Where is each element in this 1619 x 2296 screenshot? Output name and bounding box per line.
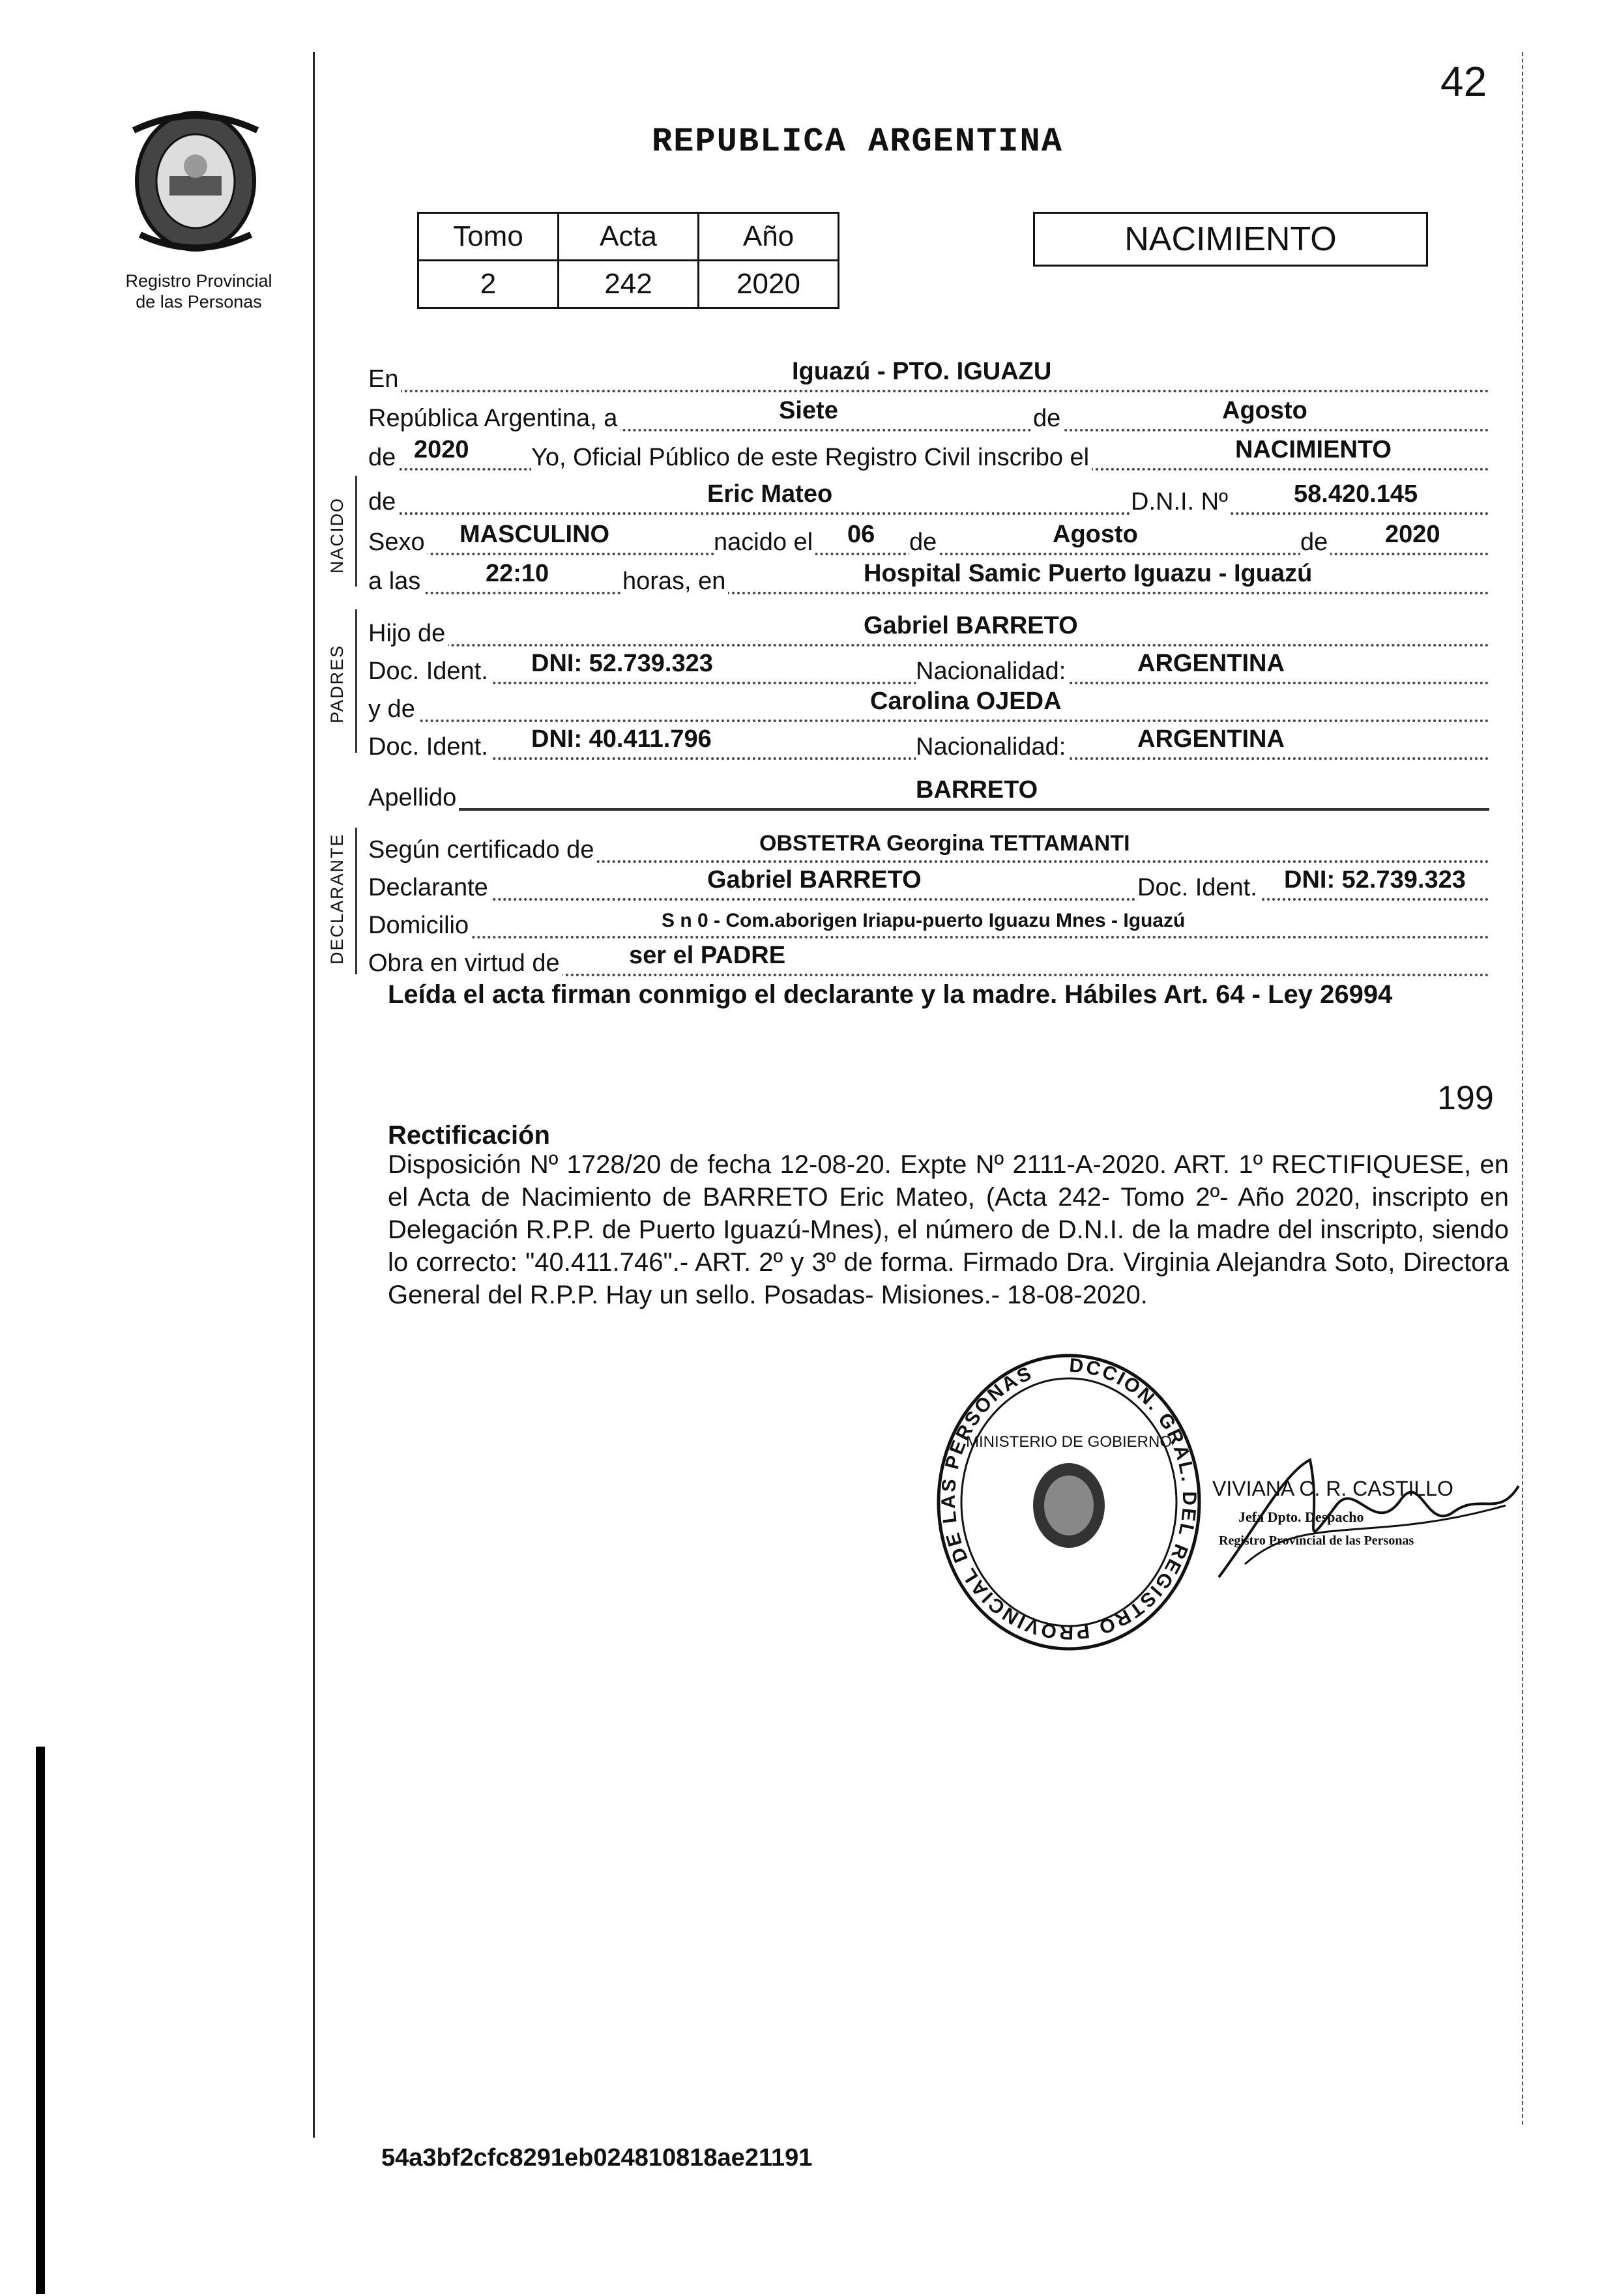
declarante-doc: DNI: 52.739.323 bbox=[1284, 866, 1466, 894]
declarante-label: Declarante bbox=[368, 874, 491, 902]
dni-value: 58.420.145 bbox=[1294, 480, 1418, 508]
sexo-value: MASCULINO bbox=[459, 521, 610, 548]
yo-text: Yo, Oficial Público de este Registro Civil inscribo el bbox=[531, 444, 1092, 472]
closing-note: Leída el acta firman conmigo el declarante y la madre. Hábiles Art. 64 - Ley 26994 bbox=[388, 980, 1393, 1009]
republica-label: República Argentina, a bbox=[368, 405, 620, 433]
horas-label: horas, en bbox=[622, 568, 728, 596]
header-acta: Acta bbox=[559, 213, 699, 261]
registry-caption-line1: Registro Provincial bbox=[125, 271, 272, 291]
padres-brace bbox=[355, 609, 357, 753]
month-value: Agosto bbox=[1222, 397, 1307, 424]
rectificacion-body: Disposición Nº 1728/20 de fecha 12-08-20. Expte Nº 2111-A-2020. ART. 1º RECTIFIQUESE, en el Acta de Nacimiento de BARRETO Eric Mateo, (Acta 242- Tomo 2º- Año 2020, inscripto en Delegación R.P.P. de Puerto Iguazú-Mnes), el número de D.N.I. de la madre del inscripto, siendo lo correcto: "40.411.746".- ART. 2º y 3º de forma. Firmado Dra. Virginia Alejandra Soto, Directora General del R.P.P. Hay un sello. Posadas- Misiones.- 18-08-2020. bbox=[388, 1150, 1509, 1309]
day-value: Siete bbox=[779, 397, 838, 424]
row-republica bbox=[368, 391, 1489, 431]
nacido-year: 2020 bbox=[1385, 521, 1440, 548]
madre-doc-label: Doc. Ident. bbox=[368, 733, 491, 761]
right-margin-rule bbox=[1522, 52, 1523, 2125]
province-emblem-icon bbox=[114, 104, 277, 257]
domicilio-label: Domicilio bbox=[368, 912, 471, 940]
seal-inner-text: MINISTERIO DE GOBIERNO bbox=[965, 1433, 1173, 1451]
left-margin-rule bbox=[313, 52, 315, 2138]
obra-value: ser el PADRE bbox=[629, 942, 786, 969]
de-label: de bbox=[1033, 405, 1063, 433]
year-value: 2020 bbox=[414, 436, 469, 463]
declarante-value: Gabriel BARRETO bbox=[707, 866, 922, 894]
signature-icon bbox=[1206, 1447, 1532, 1590]
madre-nac-label: Nacionalidad: bbox=[916, 733, 1068, 761]
row-year bbox=[368, 430, 1489, 471]
row-madre-doc bbox=[368, 719, 1489, 760]
value-acta: 242 bbox=[559, 261, 699, 308]
padre-nac: ARGENTINA bbox=[1137, 650, 1285, 677]
rectificacion-title: Rectificación bbox=[388, 1121, 550, 1150]
value-tomo: 2 bbox=[418, 261, 559, 308]
row-en bbox=[368, 352, 1489, 392]
segun-value: OBSTETRA Georgina TETTAMANTI bbox=[759, 831, 1130, 856]
lugar-value: Hospital Samic Puerto Iguazu - Iguazú bbox=[864, 560, 1313, 587]
rectificacion-number: 199 bbox=[1437, 1079, 1494, 1117]
row-obra bbox=[368, 936, 1489, 976]
nacido-brace bbox=[355, 476, 357, 587]
apellido-label: Apellido bbox=[368, 784, 459, 812]
signer-role-line2: Registro Provincial de las Personas bbox=[1219, 1533, 1414, 1548]
seal-outer-text: DCCION. GRAL. DEL REGISTRO PROVINCIAL DE LAS PERSONAS bbox=[937, 1354, 1200, 1644]
declarante-doc-label: Doc. Ident. bbox=[1137, 874, 1260, 902]
row-declarante bbox=[368, 860, 1489, 901]
dni-label: D.N.I. Nº bbox=[1131, 488, 1231, 516]
row-padre bbox=[368, 606, 1489, 647]
row-segun bbox=[368, 822, 1489, 863]
obra-label: Obra en virtud de bbox=[368, 950, 562, 978]
document-hash: 54a3bf2cfc8291eb024810818ae21191 bbox=[381, 2144, 813, 2172]
value-anio: 2020 bbox=[699, 261, 839, 308]
padre-nac-label: Nacionalidad: bbox=[916, 658, 1068, 686]
nacido-month: Agosto bbox=[1053, 521, 1138, 548]
official-seal-icon bbox=[932, 1349, 1206, 1655]
signer-role-line1: Jefa Dpto. Despacho bbox=[1238, 1509, 1364, 1525]
apellido-value: BARRETO bbox=[916, 776, 1038, 804]
segun-label: Según certificado de bbox=[368, 836, 596, 864]
row-padre-doc bbox=[368, 644, 1489, 684]
act-type-box: NACIMIENTO bbox=[1033, 212, 1428, 267]
en-label: En bbox=[368, 366, 401, 394]
padres-section-label: PADRES bbox=[327, 644, 347, 723]
year-label: de bbox=[368, 444, 398, 472]
padre-doc-label: Doc. Ident. bbox=[368, 658, 491, 686]
madre-nac: ARGENTINA bbox=[1137, 725, 1285, 753]
nacido-de2: de bbox=[1300, 529, 1330, 557]
nacido-day: 06 bbox=[847, 521, 875, 548]
yde-label: y de bbox=[368, 695, 418, 723]
hijo-label: Hijo de bbox=[368, 620, 448, 648]
nacido-section-label: NACIDO bbox=[327, 497, 347, 574]
declarante-brace bbox=[355, 828, 357, 974]
name-value: Eric Mateo bbox=[707, 480, 833, 508]
document-title: REPUBLICA ARGENTINA bbox=[652, 123, 1063, 161]
signer-name: VIVIANA C. R. CASTILLO bbox=[1212, 1477, 1453, 1500]
scan-edge-line bbox=[36, 1747, 45, 2294]
de-name-label: de bbox=[368, 488, 398, 516]
declarante-section-label: DECLARANTE bbox=[327, 833, 347, 965]
registry-caption-line2: de las Personas bbox=[136, 292, 262, 312]
header-tomo: Tomo bbox=[418, 213, 559, 261]
padre-value: Gabriel BARRETO bbox=[864, 612, 1078, 639]
inscribo-value: NACIMIENTO bbox=[1235, 436, 1392, 463]
nacido-label: nacido el bbox=[714, 529, 815, 557]
header-anio: Año bbox=[699, 213, 839, 261]
row-hora bbox=[368, 554, 1489, 594]
page-number: 42 bbox=[1440, 58, 1487, 105]
domicilio-value: S n 0 - Com.aborigen Iriapu-puerto Iguazu Mnes - Iguazú bbox=[662, 910, 1186, 931]
en-value: Iguazú - PTO. IGUAZU bbox=[792, 358, 1052, 385]
row-name bbox=[368, 474, 1489, 515]
row-sexo bbox=[368, 515, 1489, 555]
padre-doc: DNI: 52.739.323 bbox=[531, 650, 713, 677]
madre-doc: DNI: 40.411.796 bbox=[531, 725, 712, 753]
madre-value: Carolina OJEDA bbox=[870, 688, 1062, 715]
row-apellido bbox=[368, 770, 1489, 811]
registry-caption bbox=[91, 270, 306, 312]
hora-value: 22:10 bbox=[486, 560, 549, 587]
row-madre bbox=[368, 682, 1489, 722]
row-domicilio bbox=[368, 898, 1489, 938]
nacido-de1: de bbox=[909, 529, 939, 557]
register-table bbox=[417, 212, 839, 309]
alas-label: a las bbox=[368, 568, 423, 596]
sexo-label: Sexo bbox=[368, 529, 428, 557]
